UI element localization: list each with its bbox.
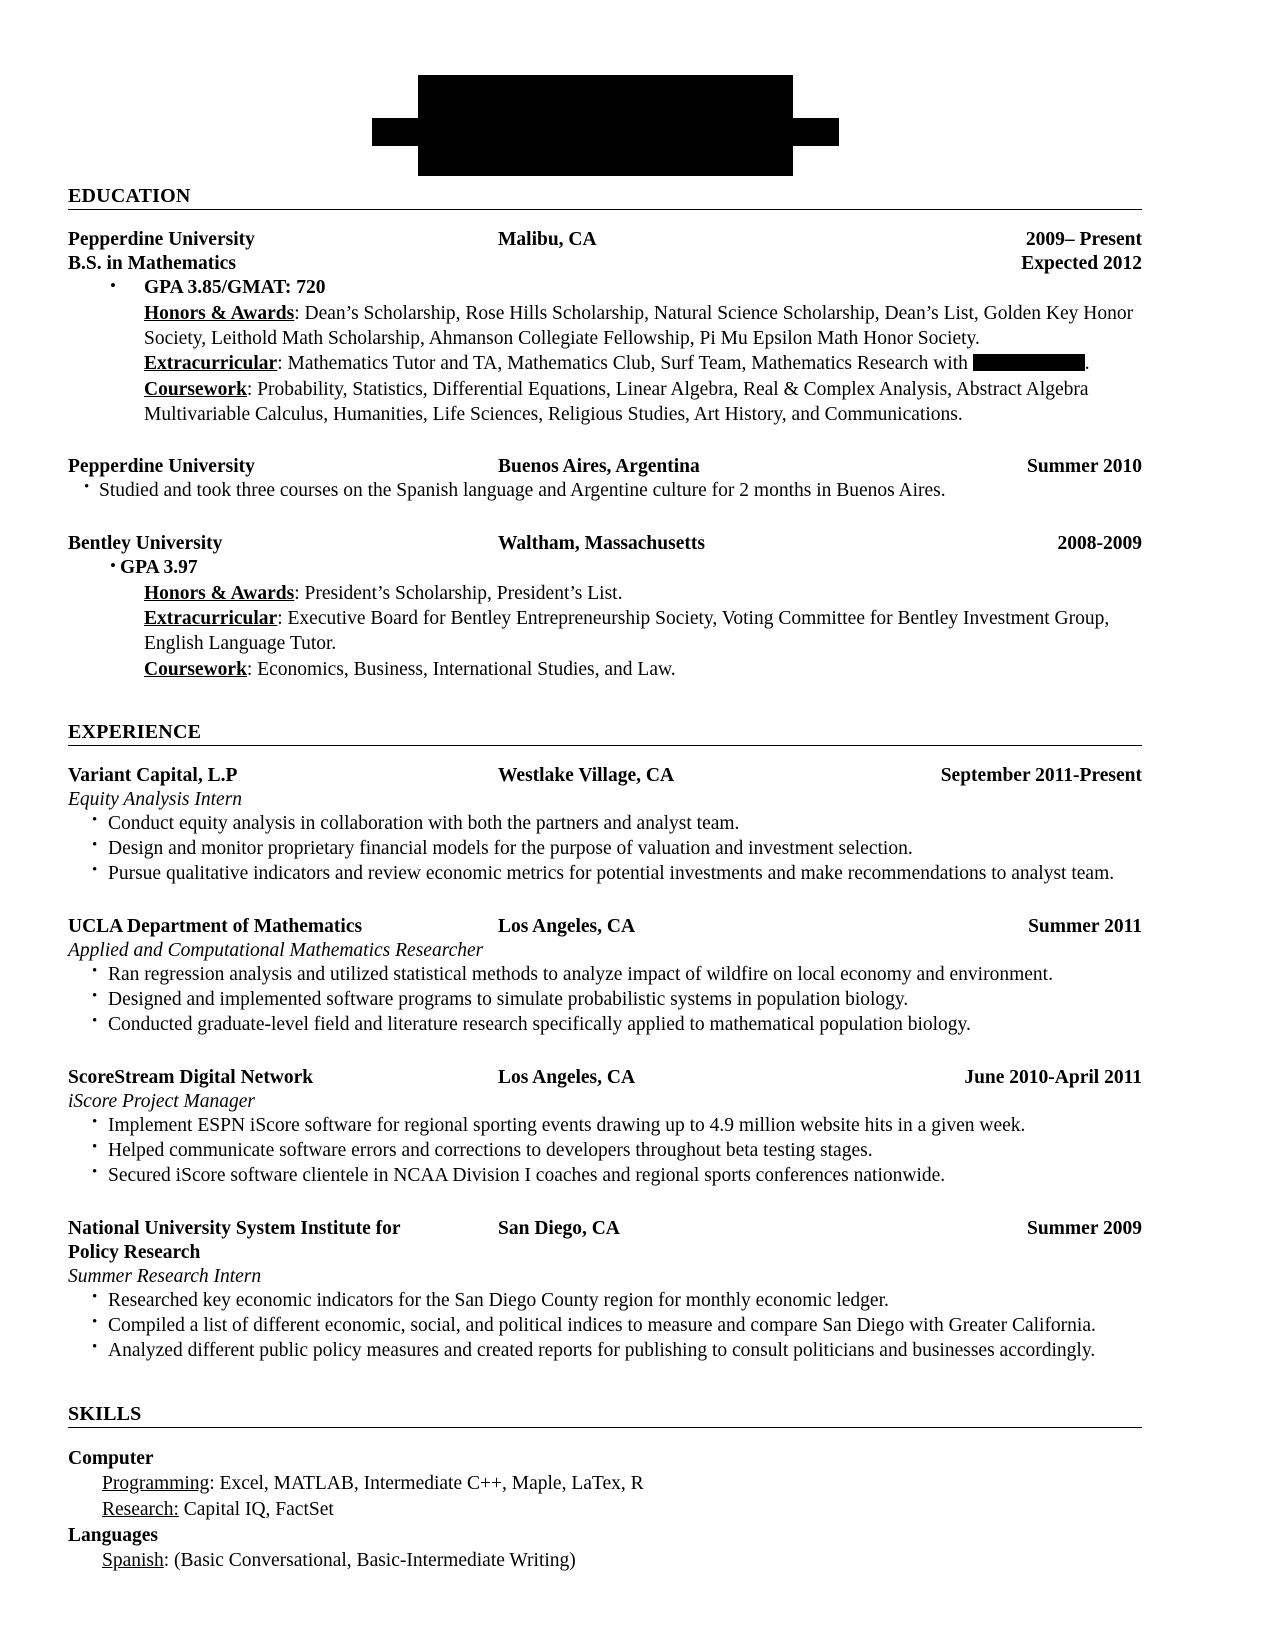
job-title: Equity Analysis Intern (68, 788, 243, 810)
experience-entry (68, 764, 1142, 887)
entry-date: Summer 2010 (1026, 456, 1142, 478)
organization-name: Variant Capital, L.P (68, 765, 238, 787)
section-divider (68, 1427, 1142, 1428)
bullet-item: • Designed and implemented software programs to simulate probabilistic systems in population biology. (68, 988, 1142, 1013)
entry-bullet-list (68, 963, 1142, 1038)
organization-location: San Diego, CA (498, 1218, 620, 1240)
redacted-contact-bar (418, 140, 793, 176)
spacer (68, 1040, 1142, 1066)
organization-name: Pepperdine University (68, 456, 255, 478)
bullet-item: • Conduct equity analysis in collaboration with both the partners and analyst team. (68, 812, 1142, 837)
organization-name: ScoreStream Digital Network (68, 1067, 314, 1089)
redacted-inline-bar (973, 354, 1085, 371)
bullet-item: • Conducted graduate-level field and literature research specifically applied to mathematical population biology. (68, 1013, 1142, 1038)
organization-location: Westlake Village, CA (498, 765, 675, 787)
entry-date: June 2010-April 2011 (964, 1067, 1142, 1089)
skill-text: Capital IQ, FactSet (178, 1499, 334, 1520)
extracurricular-label: Extracurricular (144, 353, 278, 375)
coursework-label: Coursework (144, 378, 247, 400)
bullet-item: • Pursue qualitative indicators and review economic metrics for potential investments and make recommendations to analyst team. (68, 862, 1142, 887)
entry-date: Summer 2009 (1026, 1218, 1142, 1240)
spacer (68, 429, 1142, 455)
organization-location: Malibu, CA (498, 229, 597, 250)
gpa-value: GPA 3.97 (120, 556, 198, 578)
entry-header-row (68, 915, 1142, 939)
skill-group-computer (68, 1446, 1142, 1523)
organization-name-line2: Policy Research (68, 1241, 201, 1263)
organization-location: Buenos Aires, Argentina (498, 456, 700, 478)
skill-line-spanish (68, 1548, 1142, 1574)
organization-name: National University System Institute for (68, 1218, 401, 1240)
coursework-label: Coursework (144, 658, 247, 680)
extracurricular-text: : Mathematics Tutor and TA, Mathematics Club, Surf Team, Mathematics Research with (277, 353, 973, 375)
extracurricular-line (68, 606, 1142, 657)
spacer (68, 889, 1142, 915)
skill-label: Research: (102, 1499, 179, 1520)
organization-name: UCLA Department of Mathematics (68, 916, 363, 938)
bullet-item: • Ran regression analysis and utilized statistical methods to analyze impact of wildfire on local economy and environment. (68, 963, 1142, 988)
degree-expected-date: Expected 2012 (1021, 252, 1142, 274)
spacer (68, 1366, 1142, 1398)
skill-label: Spanish (102, 1550, 164, 1572)
section-skills (68, 1404, 1142, 1574)
bullet-item: • Studied and took three courses on the Spanish language and Argentine culture for 2 months in Buenos Aires. (68, 479, 1142, 504)
entry-bullet-list (68, 1289, 1142, 1364)
section-title-education: EDUCATION (68, 185, 191, 207)
entry-bullet-list (68, 812, 1142, 887)
gpa-bullet (68, 556, 1142, 581)
entry-header-row (68, 532, 1142, 556)
entry-header-row (68, 1066, 1142, 1090)
resume-content (68, 0, 1142, 1574)
entry-header-row (68, 1217, 1142, 1241)
entry-header-row (68, 228, 1142, 252)
extracurricular-text-after: . (1084, 353, 1090, 375)
degree-name: B.S. in Mathematics (68, 252, 236, 274)
bullet-item: • Analyzed different public policy measures and created reports for publishing to consult politicians and businesses accordingly. (68, 1339, 1142, 1364)
extracurricular-line (68, 351, 1142, 376)
entry-bullet-list (68, 1114, 1142, 1189)
honors-awards-text: : President’s Scholarship, President’s List. (294, 582, 623, 604)
spacer (68, 1191, 1142, 1217)
organization-location: Los Angeles, CA (498, 916, 636, 938)
coursework-line (68, 657, 1142, 682)
education-entry (68, 228, 1142, 427)
skill-group-name: Computer (68, 1447, 154, 1469)
experience-entry (68, 915, 1142, 1038)
job-title: Summer Research Intern (68, 1265, 262, 1287)
entry-subheader-row (68, 252, 1142, 276)
entry-header-row (68, 764, 1142, 788)
organization-location: Los Angeles, CA (498, 1067, 636, 1089)
organization-name: Bentley University (68, 532, 223, 554)
skill-line-research (68, 1497, 1142, 1523)
extracurricular-label: Extracurricular (144, 608, 278, 630)
entry-date: 2008-2009 (1057, 532, 1142, 554)
education-entry (68, 532, 1142, 682)
experience-entry (68, 1066, 1142, 1189)
gpa-bullet (68, 276, 1142, 301)
coursework-text: : Economics, Business, International Studies, and Law. (246, 658, 676, 680)
resume-header (68, 0, 1142, 180)
organization-location: Waltham, Massachusetts (498, 532, 705, 554)
job-title: Applied and Computational Mathematics Researcher (68, 939, 484, 961)
bullet-item: • Design and monitor proprietary financial models for the purpose of valuation and investment selection. (68, 837, 1142, 862)
section-experience (68, 722, 1142, 1364)
skill-text: : (Basic Conversational, Basic-Intermediate Writing) (163, 1550, 576, 1572)
entry-bullet-list (68, 479, 1142, 504)
spacer (68, 684, 1142, 716)
coursework-text: : Probability, Statistics, Differential Equations, Linear Algebra, Real & Complex Analysis, Abstract Algebra Multivariable Calculus, Humanities, Life Sciences, Religious Studies, Art History, and Communications. (144, 378, 1089, 425)
honors-awards-line (68, 301, 1142, 352)
entry-header-row-continuation (68, 1241, 1142, 1265)
bullet-item: • Compiled a list of different economic, social, and political indices to measure and compare San Diego with Greater California. (68, 1314, 1142, 1339)
skill-line-programming (68, 1471, 1142, 1497)
entry-date: Summer 2011 (1028, 916, 1142, 938)
experience-entry (68, 1217, 1142, 1364)
bullet-item: • Helped communicate software errors and corrections to developers throughout beta testing stages. (68, 1139, 1142, 1164)
honors-awards-label: Honors & Awards (144, 302, 295, 324)
spacer (68, 506, 1142, 532)
entry-header-row (68, 455, 1142, 479)
bullet-item: • Implement ESPN iScore software for regional sporting events drawing up to 4.9 million website hits in a given week. (68, 1114, 1142, 1139)
skill-group-name: Languages (68, 1524, 158, 1546)
extracurricular-text: : Executive Board for Bentley Entrepreneurship Society, Voting Committee for Bentley Investment Group, English Language Tutor. (144, 608, 1110, 655)
organization-name: Pepperdine University (68, 229, 255, 250)
bullet-item: • Secured iScore software clientele in NCAA Division I coaches and regional sports conferences nationwide. (68, 1164, 1142, 1189)
entry-date: September 2011-Present (940, 765, 1142, 787)
section-education (68, 186, 1142, 682)
bullet-item: • Researched key economic indicators for the San Diego County region for monthly economic ledger. (68, 1289, 1142, 1314)
skill-label: Programming (102, 1473, 210, 1495)
section-title-experience: EXPERIENCE (68, 721, 202, 744)
education-entry (68, 455, 1142, 504)
skill-text: : Excel, MATLAB, Intermediate C++, Maple, LaTex, R (209, 1473, 644, 1495)
entry-date: 2009– Present (1025, 229, 1142, 250)
section-divider (68, 209, 1142, 210)
section-title-skills: SKILLS (68, 1402, 142, 1425)
coursework-line (68, 377, 1142, 428)
honors-awards-text: : Dean’s Scholarship, Rose Hills Scholarship, Natural Science Scholarship, Dean’s List, Golden Key Honor Society, Leithold Math Scholarship, Ahmanson Collegiate Fellowship, Pi Mu Epsilon Math Honor Society. (144, 302, 1134, 349)
section-divider (68, 745, 1142, 746)
gpa-value: GPA 3.85/GMAT: 720 (144, 276, 326, 298)
honors-awards-label: Honors & Awards (144, 582, 295, 604)
skill-group-languages (68, 1523, 1142, 1574)
job-title: iScore Project Manager (68, 1090, 256, 1112)
honors-awards-line (68, 581, 1142, 606)
